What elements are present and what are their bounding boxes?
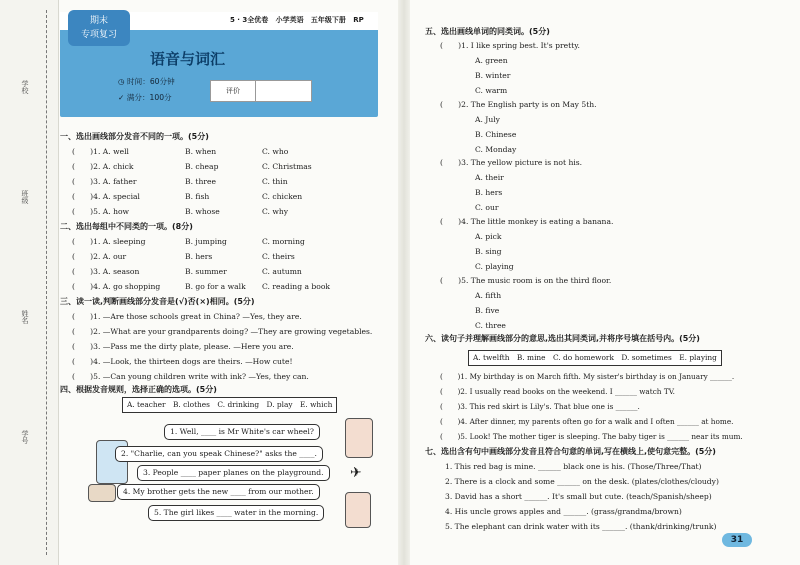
part1-q1-b: B. when xyxy=(185,147,217,156)
binding-label-class: 班级 xyxy=(21,190,29,204)
part5-q5[interactable]: ( )5. The music room is on the third floor. xyxy=(440,276,612,285)
page-number: 31 xyxy=(722,533,752,547)
part7-q5[interactable]: 5. The elephant can drink water with its ______. (thank/drinking/trunk) xyxy=(445,522,717,531)
part7-q2[interactable]: 2. There is a clock and some ______ on the desk. (plates/clothes/cloudy) xyxy=(445,477,719,486)
part2-q2-c: C. theirs xyxy=(262,252,295,261)
part2-q3-c: C. autumn xyxy=(262,267,302,276)
part4-word-options: A. teacher B. clothes C. drinking D. play E. which xyxy=(122,397,337,413)
tag-line-1: 期末 xyxy=(89,16,108,26)
part2-q2[interactable]: ( )2. A. our xyxy=(72,252,127,261)
part3-q3[interactable]: ( )3. —Pass me the dirty plate, please. —Here you are. xyxy=(72,342,294,351)
part7-q4[interactable]: 4. His uncle grows apples and ______. (grass/grandma/brown) xyxy=(445,507,682,516)
part5-title: 五、选出画线单词的同类词。(5分) xyxy=(425,27,550,36)
part2-q2-b: B. hers xyxy=(185,252,213,261)
time-limit: ◷ 时间：60分钟 xyxy=(118,77,175,86)
part5-q4[interactable]: ( )4. The little monkey is eating a banana. xyxy=(440,217,614,226)
part5-q3-b: B. hers xyxy=(475,188,503,197)
part5-q1-a: A. green xyxy=(475,56,508,65)
part6-title: 六、读句子并理解画线部分的意思,选出其同类词,并将序号填在括号内。(5分) xyxy=(425,334,700,343)
part3-q2[interactable]: ( )2. —What are your grandparents doing? —They are growing vegetables. xyxy=(72,327,373,336)
tag-line-2: 专项复习 xyxy=(80,30,117,40)
book-info xyxy=(230,15,364,25)
part4-sentence-2[interactable]: 2. "Charlie, can you speak Chinese?" asks the ____. xyxy=(115,446,323,462)
part4-sentence-1[interactable]: 1. Well, ____ is Mr White's car wheel? xyxy=(164,424,320,440)
part6-word-options: A. twelfth B. mine C. do homework D. sometimes E. playing xyxy=(468,350,722,366)
part5-q2-c: C. Monday xyxy=(475,145,517,154)
part3-q5[interactable]: ( )5. —Can young children write with ink? —Yes, they can. xyxy=(72,372,309,381)
page-gutter xyxy=(398,0,410,565)
part2-q4-c: C. reading a book xyxy=(262,282,331,291)
part5-q3-a: A. their xyxy=(475,173,504,182)
subject: 小学英语 xyxy=(275,16,304,24)
binding-label-school: 学校 xyxy=(21,80,29,94)
part2-q1-c: C. morning xyxy=(262,237,305,246)
check-icon: ✓ xyxy=(118,93,127,102)
part1-q5-c: C. why xyxy=(262,207,289,216)
part1-q3-b: B. three xyxy=(185,177,216,186)
score-box[interactable] xyxy=(210,80,312,102)
part6-q2[interactable]: ( )2. I usually read books on the weekend. I ______ watch TV. xyxy=(440,387,676,396)
paper-plane-icon: ✈ xyxy=(350,465,362,481)
full-score: ✓ 满分：100分 xyxy=(118,93,172,102)
part7-q1[interactable]: 1. This red bag is mine. ______ black one is his. (Those/Three/That) xyxy=(445,462,702,471)
part5-q1-c: C. warm xyxy=(475,86,508,95)
part5-q1-b: B. winter xyxy=(475,71,511,80)
part5-q3[interactable]: ( )3. The yellow picture is not his. xyxy=(440,158,583,167)
part1-q4-c: C. chicken xyxy=(262,192,303,201)
clock-icon: ◷ xyxy=(118,77,128,86)
part5-q2[interactable]: ( )2. The English party is on May 5th. xyxy=(440,100,597,109)
part3-title: 三、读一读,判断画线部分发音是(√)否(×)相同。(5分) xyxy=(60,297,255,306)
part2-q4-b: B. go for a walk xyxy=(185,282,246,291)
binding-label-number: 学号 xyxy=(21,430,29,444)
part1-q3[interactable]: ( )3. A. father xyxy=(72,177,137,186)
part7-q3[interactable]: 3. David has a short ______. It's small but cute. (teach/Spanish/sheep) xyxy=(445,492,712,501)
girl-illustration xyxy=(345,418,373,458)
part1-q2-c: C. Christmas xyxy=(262,162,312,171)
part5-q2-a: A. July xyxy=(475,115,500,124)
series-name: 5 · 3全优卷 xyxy=(230,16,269,24)
part3-q1[interactable]: ( )1. —Are those schools great in China? —Yes, they are. xyxy=(72,312,302,321)
part5-q5-c: C. three xyxy=(475,321,506,330)
part1-q2-b: B. cheap xyxy=(185,162,219,171)
part2-q4[interactable]: ( )4. A. go shopping xyxy=(72,282,161,291)
part1-q2[interactable]: ( )2. A. chick xyxy=(72,162,134,171)
part1-q4[interactable]: ( )4. A. special xyxy=(72,192,140,201)
part5-q2-b: B. Chinese xyxy=(475,130,517,139)
part5-q4-c: C. playing xyxy=(475,262,514,271)
part1-title: 一、选出画线部分发音不同的一项。(5分) xyxy=(60,132,209,141)
part5-q5-b: B. five xyxy=(475,306,500,315)
part5-q4-a: A. pick xyxy=(475,232,502,241)
part2-q1[interactable]: ( )1. A. sleeping xyxy=(72,237,146,246)
part3-q4[interactable]: ( )4. —Look, the thirteen dogs are theirs. —How cute! xyxy=(72,357,293,366)
part1-q1[interactable]: ( )1. A. well xyxy=(72,147,129,156)
part6-q3[interactable]: ( )3. This red skirt is Lily's. That blue one is ______. xyxy=(440,402,640,411)
score-label: 评价 xyxy=(211,81,256,101)
part5-q5-a: A. fifth xyxy=(475,291,502,300)
part5-q4-b: B. sing xyxy=(475,247,502,256)
part7-title: 七、选出含有句中画线部分发音且符合句意的单词,写在横线上,使句意完整。(5分) xyxy=(425,447,716,456)
part6-q1[interactable]: ( )1. My birthday is on March fifth. My sister's birthday is on January ______. xyxy=(440,372,735,381)
grade: 五年级下册 xyxy=(310,16,346,24)
part6-q5[interactable]: ( )5. Look! The mother tiger is sleeping. The baby tiger is ______ near its mum. xyxy=(440,432,743,441)
part6-q4[interactable]: ( )4. After dinner, my parents often go for a walk and I often ______ at home. xyxy=(440,417,734,426)
part5-q1[interactable]: ( )1. I like spring best. It's pretty. xyxy=(440,41,580,50)
part1-q3-c: C. thin xyxy=(262,177,288,186)
part4-title: 四、根据发音规则，选择正确的选项。(5分) xyxy=(60,385,217,394)
girl-drinking-illustration xyxy=(345,492,371,528)
part4-sentence-4[interactable]: 4. My brother gets the new ____ from our mother. xyxy=(117,484,320,500)
part1-q5-b: B. whose xyxy=(185,207,220,216)
part1-q1-c: C. who xyxy=(262,147,289,156)
part2-q1-b: B. jumping xyxy=(185,237,227,246)
part2-title: 二、选出每组中不同类的一项。(8分) xyxy=(60,222,193,231)
part2-q3[interactable]: ( )3. A. season xyxy=(72,267,140,276)
part4-sentence-5[interactable]: 5. The girl likes ____ water in the morning. xyxy=(148,505,324,521)
part5-q3-c: C. our xyxy=(475,203,499,212)
part4-sentence-3[interactable]: 3. People ____ paper planes on the playground. xyxy=(137,465,330,481)
part1-q5[interactable]: ( )5. A. how xyxy=(72,207,130,216)
part1-q4-b: B. fish xyxy=(185,192,210,201)
cut-line xyxy=(46,10,47,555)
page-title: 语音与词汇 xyxy=(150,50,226,68)
review-tag xyxy=(68,10,130,46)
edition: RP xyxy=(353,16,364,24)
part2-q3-b: B. summer xyxy=(185,267,227,276)
binding-label-name: 姓名 xyxy=(21,310,29,324)
clothes-illustration xyxy=(88,484,116,502)
